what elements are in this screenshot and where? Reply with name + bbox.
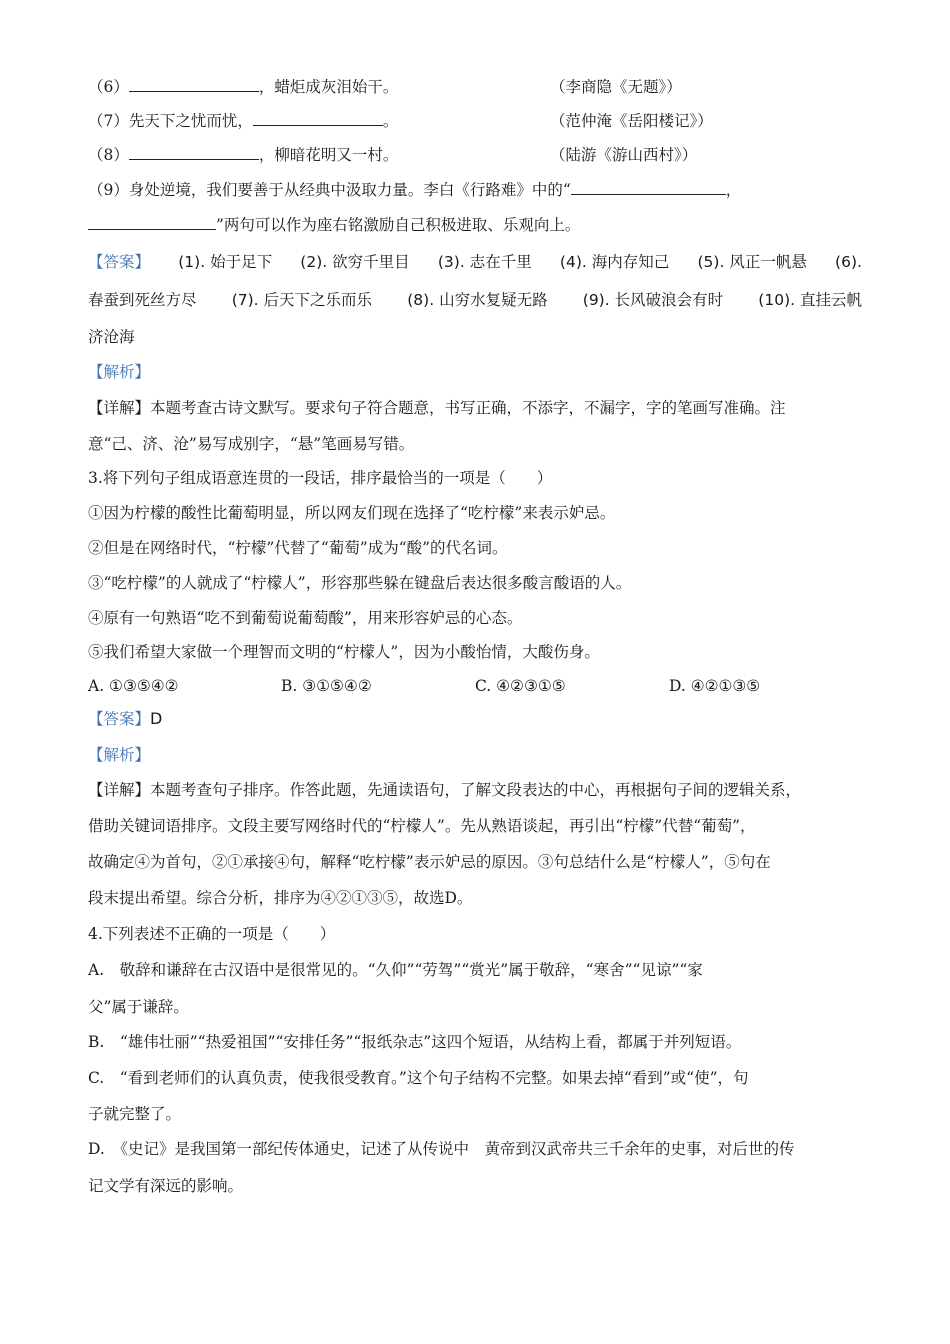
item-text: 先天下之忧而忧， <box>128 112 253 130</box>
answer-blank[interactable] <box>129 77 259 92</box>
answer-index: (10). <box>758 291 796 309</box>
answer-index: (5). <box>697 253 725 271</box>
detail-line: 段末提出希望。综合分析，排序为④②①③⑤，故选D。 <box>88 889 473 907</box>
answer-tag: 【答案】 <box>88 710 151 728</box>
answer-index: (6). <box>835 253 862 271</box>
fill-item-9-line1 <box>88 179 741 201</box>
option-d-line2: 记文学有深远的影响。 <box>88 1177 244 1195</box>
item-number: （8） <box>88 146 129 164</box>
answer-blank[interactable] <box>129 145 259 160</box>
option-c-line2: 子就完整了。 <box>88 1105 182 1123</box>
answer-text: 志在千里 <box>469 253 532 271</box>
option-c[interactable]: C. ④②③①⑤ <box>475 677 566 695</box>
answer-text: 后天下之乐而乐 <box>263 291 373 309</box>
answer-text: 直挂云帆 <box>799 291 862 309</box>
answer-line <box>88 708 162 730</box>
sentence-3: ③“吃柠檬”的人就成了“柠檬人”，形容那些躲在键盘后表达很多酸言酸语的人。 <box>88 574 632 592</box>
answer-line-1 <box>88 251 862 273</box>
answer-index: (9). <box>582 291 610 309</box>
item-text: ，柳暗花明又一村。 <box>258 146 399 164</box>
answer-index: (4). <box>559 253 587 271</box>
answer-index: (1). <box>178 253 206 271</box>
answer-value: D <box>150 709 163 728</box>
answer-text: 长风破浪会有时 <box>614 291 724 309</box>
option-c-line1[interactable]: C. “看到老师们的认真负责，使我很受教育。”这个句子结构不完整。如果去掉“看到”或“使”，句 <box>88 1069 749 1087</box>
answer-index: (3). <box>437 253 465 271</box>
item-text: ，蜡炬成灰泪始干。 <box>258 78 399 96</box>
sentence-5: ⑤我们希望大家做一个理智而文明的“柠檬人”，因为小酸怡情，大酸伤身。 <box>88 643 600 661</box>
answer-text: 春蚕到死丝方尽 <box>88 291 197 309</box>
item-text: ”两句可以作为座右铭激励自己积极进取、乐观向上。 <box>216 216 581 234</box>
item-number: （6） <box>88 78 129 96</box>
analysis-tag: 【解析】 <box>88 746 151 764</box>
answer-index: (8). <box>407 291 435 309</box>
option-a-line1[interactable]: A. 敬辞和谦辞在古汉语中是很常见的。“久仰”“劳驾”“赏光”属于敬辞，“寒舍”“见谅”“家 <box>88 961 703 979</box>
question-3-stem: 3.将下列句子组成语意连贯的一段话，排序最恰当的一项是（ ） <box>88 469 553 487</box>
answer-index: (7). <box>231 291 259 309</box>
item-text: 。 <box>382 112 399 130</box>
option-d-line1[interactable]: D. 《史记》是我国第一部纪传体通史，记述了从传说中 黄帝到汉武帝共三千余年的史事，对后世的传 <box>88 1140 795 1158</box>
fill-item-7 <box>88 110 713 132</box>
item-number: （7） <box>88 112 129 130</box>
answer-text: 海内存知己 <box>591 253 670 271</box>
answer-text: 风正一帆悬 <box>729 253 807 271</box>
option-d[interactable]: D. ④②①③⑤ <box>669 677 761 695</box>
answer-text: 始于足下 <box>210 253 273 271</box>
option-a-line2: 父”属于谦辞。 <box>88 998 189 1016</box>
detail-line: 【详解】本题考查古诗文默写。要求句子符合题意，书写正确，不添字，不漏字，字的笔画写准确。注 <box>88 399 786 417</box>
answer-line-2 <box>88 289 862 311</box>
detail-line: 故确定④为首句，②①承接④句，解释“吃柠檬”表示妒忌的原因。③句总结什么是“柠檬人”，⑤句在 <box>88 853 771 871</box>
sentence-2: ②但是在网络时代，“柠檬”代替了“葡萄”成为“酸”的代名词。 <box>88 539 508 557</box>
option-a[interactable]: A. ①③⑤④② <box>88 677 179 695</box>
question-4-stem: 4.下列表述不正确的一项是（ ） <box>88 925 336 943</box>
fill-item-8 <box>88 144 698 166</box>
answer-index: (2). <box>300 253 328 271</box>
detail-line: 【详解】本题考查句子排序。作答此题，先通读语句，了解文段表达的中心，再根据句子间的逻辑关系， <box>88 781 802 799</box>
item-source: （范仲淹《岳阳楼记》） <box>550 112 713 130</box>
answer-text: 山穷水复疑无路 <box>439 291 548 309</box>
answer-tag: 【答案】 <box>88 253 151 271</box>
fill-item-6 <box>88 76 682 98</box>
detail-line: 意“己、济、沧”易写成别字，“悬”笔画易写错。 <box>88 435 415 453</box>
item-source: （李商隐《无题》） <box>550 78 682 96</box>
analysis-tag: 【解析】 <box>88 363 151 381</box>
item-text: （9）身处逆境，我们要善于从经典中汲取力量。李白《行路难》中的“ <box>88 181 571 199</box>
option-b[interactable]: B. ③①⑤④② <box>281 677 372 695</box>
item-text: ， <box>725 181 742 199</box>
detail-line: 借助关键词语排序。文段主要写网络时代的“柠檬人”。先从熟语谈起，再引出“柠檬”代替“葡萄”， <box>88 817 756 835</box>
answer-blank[interactable] <box>571 180 726 195</box>
answer-blank[interactable] <box>88 215 216 230</box>
fill-item-9-line2 <box>88 214 580 236</box>
answer-line-3: 济沧海 <box>88 328 135 346</box>
answer-text: 欲穷千里目 <box>332 253 410 271</box>
sentence-4: ④原有一句熟语“吃不到葡萄说葡萄酸”，用来形容妒忌的心态。 <box>88 609 523 627</box>
sentence-1: ①因为柠檬的酸性比葡萄明显，所以网友们现在选择了“吃柠檬”来表示妒忌。 <box>88 504 616 522</box>
answer-blank[interactable] <box>253 111 383 126</box>
option-b-line1[interactable]: B. “雄伟壮丽”“热爱祖国”“安排任务”“报纸杂志”这四个短语，从结构上看，都属于并列短语。 <box>88 1033 742 1051</box>
item-source: （陆游《游山西村》） <box>550 146 698 164</box>
